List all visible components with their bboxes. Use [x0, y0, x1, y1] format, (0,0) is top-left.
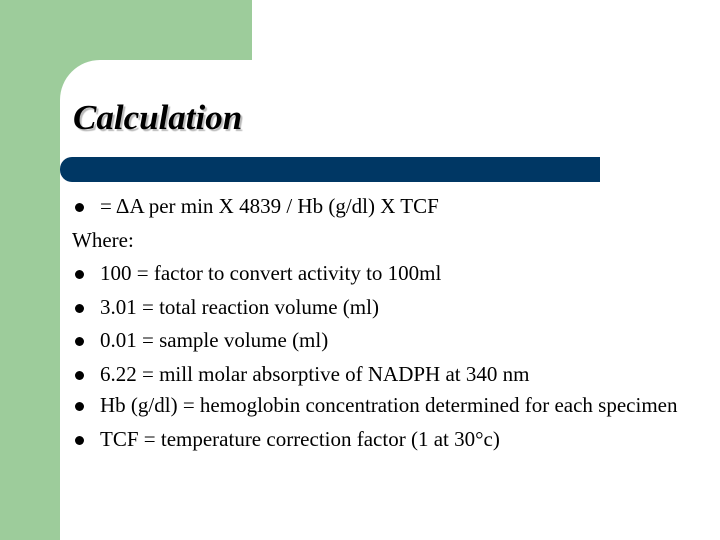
bullet-icon	[75, 304, 84, 313]
slide-content	[72, 190, 692, 456]
list-item-text: 3.01 = total reaction volume (ml)	[100, 294, 379, 319]
list-item	[72, 423, 692, 457]
bullet-icon	[75, 436, 84, 445]
list-item	[72, 291, 692, 325]
bullet-icon	[75, 270, 84, 279]
list-item	[72, 257, 692, 291]
list-item	[72, 392, 692, 423]
list-item-text: TCF = temperature correction factor (1 at 30°c)	[100, 426, 500, 451]
formula-line	[72, 190, 692, 224]
list-item-text: 6.22 = mill molar absorptive of NADPH at 340 nm	[100, 361, 530, 386]
bullet-icon	[75, 337, 84, 346]
where-line	[72, 224, 692, 258]
list-item-text: 100 = factor to convert activity to 100ml	[100, 261, 442, 286]
slide-title: Calculation	[73, 98, 243, 137]
list-item	[72, 324, 692, 358]
list-item-text: 0.01 = sample volume (ml)	[100, 328, 329, 353]
list-item	[72, 358, 692, 392]
title-underline-bar	[60, 157, 600, 182]
formula-text: = ΔA per min X 4839 / Hb (g/dl) X TCF	[100, 194, 439, 218]
list-item-text: Hb (g/dl) = hemoglobin concentration determined for each specimen	[100, 392, 678, 417]
where-label: Where:	[72, 227, 134, 252]
bullet-icon	[75, 402, 84, 411]
bullet-icon	[75, 203, 84, 212]
bullet-icon	[75, 371, 84, 380]
